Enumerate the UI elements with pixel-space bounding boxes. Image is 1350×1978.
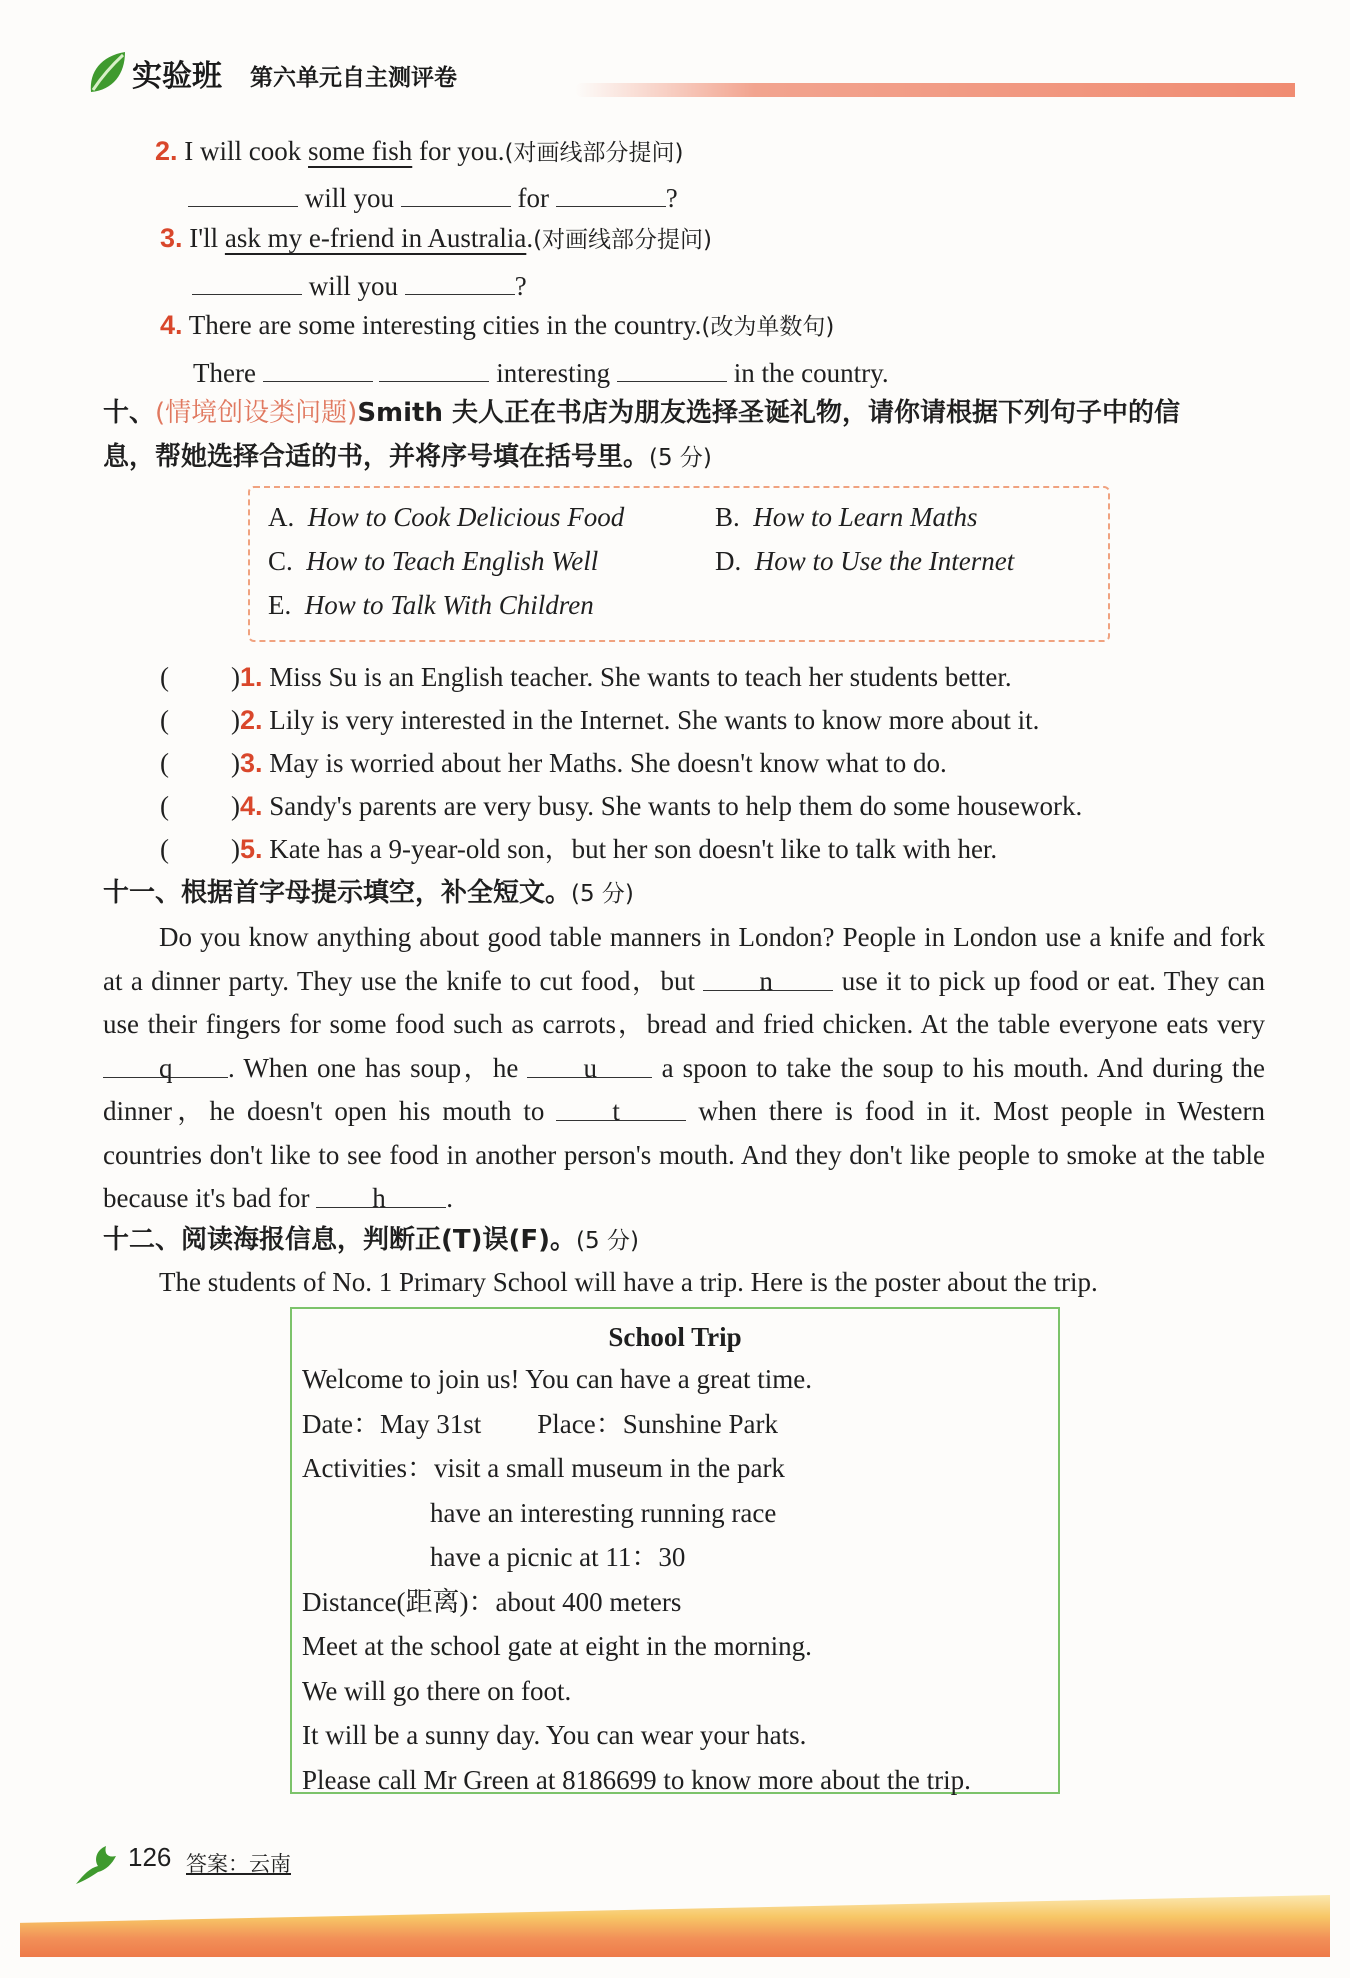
fill-blank-u[interactable]: u bbox=[527, 1047, 652, 1078]
section-10-title-2: 息，帮她选择合适的书，并将序号填在括号里。(5 分) bbox=[103, 442, 712, 472]
book-option-a: A. How to Cook Delicious Food bbox=[268, 502, 625, 532]
poster-activities: Activities：visit a small museum in the park bbox=[302, 1453, 785, 1483]
poster-welcome: Welcome to join us! You can have a great time. bbox=[302, 1364, 812, 1394]
answer-blank[interactable] bbox=[263, 351, 373, 382]
fill-blank-q[interactable]: q bbox=[103, 1047, 228, 1078]
poster-activity-2: have an interesting running race bbox=[430, 1497, 777, 1528]
leaf-logo-icon bbox=[85, 50, 129, 96]
poster-date-place: Date：May 31st Place：Sunshine Park bbox=[302, 1408, 778, 1439]
question-10-2: ( )2. Lily is very interested in the Internet. She wants to know more about it. bbox=[160, 699, 1039, 738]
section-12-intro: The students of No. 1 Primary School will have a trip. Here is the poster about the trip. bbox=[159, 1267, 1098, 1297]
answer-blank[interactable] bbox=[405, 264, 515, 295]
question-9-3: 3. I'll ask my e-friend in Australia.(对画线部分提问) bbox=[160, 223, 713, 253]
book-option-d: D. How to Use the Internet bbox=[715, 546, 1015, 576]
section-10-title: 十、(情境创设类问题)Smith 夫人正在书店为朋友选择圣诞礼物，请你请根据下列句子中的信 bbox=[103, 398, 1181, 428]
dragon-mascot-icon bbox=[72, 1840, 124, 1888]
book-options-box bbox=[248, 486, 1110, 642]
school-trip-poster bbox=[290, 1307, 1060, 1794]
answer-blank[interactable] bbox=[556, 176, 666, 207]
poster-weather: It will be a sunny day. You can wear your hats. bbox=[302, 1720, 807, 1750]
answer-line-9-2: will you for ? bbox=[188, 176, 678, 216]
answer-blank[interactable] bbox=[401, 176, 511, 207]
fill-blank-n[interactable]: n bbox=[703, 960, 833, 991]
question-10-1: ( )1. Miss Su is an English teacher. She wants to teach her students better. bbox=[160, 656, 1012, 695]
answer-paren-blank[interactable] bbox=[169, 656, 231, 686]
poster-foot: We will go there on foot. bbox=[302, 1675, 572, 1706]
section-12-title: 十二、阅读海报信息，判断正(T)误(F)。(5 分) bbox=[103, 1225, 639, 1255]
book-option-b: B. How to Learn Maths bbox=[715, 502, 978, 532]
answer-blank[interactable] bbox=[192, 264, 302, 295]
poster-activity-3: have a picnic at 11：30 bbox=[430, 1542, 686, 1572]
answer-paren-blank[interactable] bbox=[169, 785, 231, 815]
answer-paren-blank[interactable] bbox=[169, 742, 231, 772]
footer-band bbox=[20, 1895, 1330, 1957]
answer-blank[interactable] bbox=[379, 351, 489, 382]
brand-name: 实验班 bbox=[132, 59, 222, 94]
poster-meet: Meet at the school gate at eight in the morning. bbox=[302, 1631, 812, 1661]
answer-note: 答案：云南 bbox=[186, 1852, 291, 1876]
poster-distance: Distance(距离)：about 400 meters bbox=[302, 1586, 682, 1617]
question-9-4: 4. There are some interesting cities in the country.(改为单数句) bbox=[160, 310, 835, 340]
page-number: 126 bbox=[128, 1842, 172, 1872]
answer-blank[interactable] bbox=[188, 176, 298, 207]
book-option-c: C. How to Teach English Well bbox=[268, 546, 599, 576]
question-10-3: ( )3. May is worried about her Maths. She doesn't know what to do. bbox=[160, 742, 947, 781]
answer-paren-blank[interactable] bbox=[169, 699, 231, 729]
answer-line-9-3: will you ? bbox=[192, 264, 527, 304]
answer-line-9-4: There interesting in the country. bbox=[193, 351, 889, 391]
header bbox=[80, 45, 1300, 105]
question-10-4: ( )4. Sandy's parents are very busy. She wants to help them do some housework. bbox=[160, 785, 1082, 824]
poster-title: School Trip bbox=[608, 1322, 742, 1352]
question-9-2: 2. I will cook some fish for you.(对画线部分提问) bbox=[155, 136, 684, 166]
answer-paren-blank[interactable] bbox=[169, 828, 231, 858]
answer-blank[interactable] bbox=[617, 351, 727, 382]
fill-blank-t[interactable]: t bbox=[556, 1090, 686, 1121]
question-10-5: ( )5. Kate has a 9-year-old son，but her son doesn't like to talk with her. bbox=[160, 828, 997, 867]
header-bar bbox=[575, 83, 1295, 97]
page-title: 第六单元自主测评卷 bbox=[250, 65, 457, 91]
fill-blank-h[interactable]: h bbox=[316, 1177, 446, 1208]
section-11-title: 十一、根据首字母提示填空，补全短文。(5 分) bbox=[103, 878, 634, 908]
book-option-e: E. How to Talk With Children bbox=[268, 590, 594, 620]
poster-call: Please call Mr Green at 8186699 to know more about the trip. bbox=[302, 1764, 971, 1795]
section-11-passage: Do you know anything about good table manners in London? People in London use a knife and fork at a dinner party. They use the knife to cut food，but n use it to pick up food or eat. They can use their fingers for some food such as carrots，bread and fried chicken. At the table everyone eats very q . When one has soup，he u a spoon to take the soup to his mouth. And during the dinner，he doesn't open his mouth to t when there is food in it. Most people in Western countries don't like to see food in another person's mouth. And they don't like people to smoke at the table because it's bad for h . bbox=[103, 922, 1265, 1213]
